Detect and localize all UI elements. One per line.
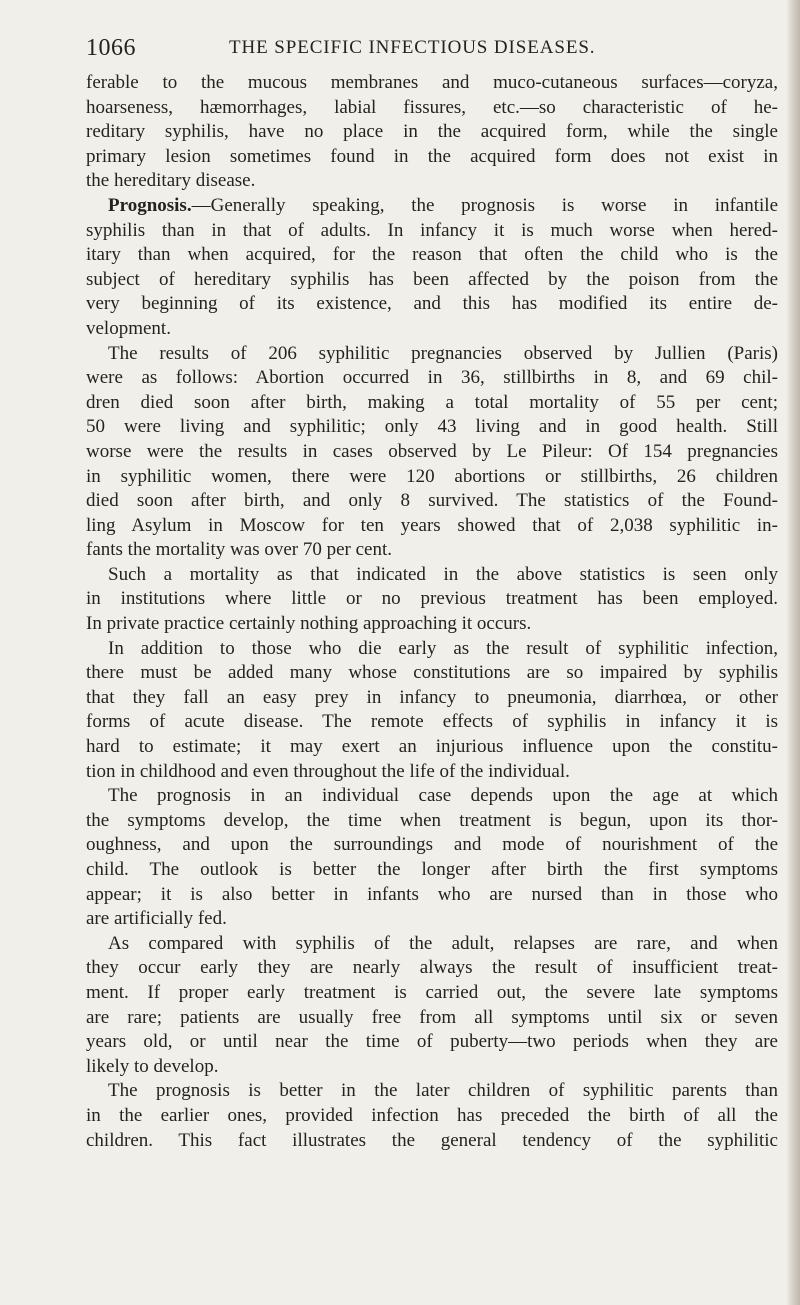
line-text: ling Asylum in Moscow for ten years showed that of 2,038 syphilitic in-	[86, 514, 778, 536]
body-text	[86, 71, 778, 1153]
line-text: child. The outlook is better the longer after birth the first symptoms	[86, 859, 778, 880]
line-text: In addition to those who die early as the result of syphilitic infection,	[108, 637, 778, 659]
text-line	[86, 489, 778, 514]
line-text: in institutions where little or no previous treatment has been employed.	[86, 588, 778, 610]
line-text: ferable to the mucous membranes and muco-cutaneous surfaces—coryza,	[86, 72, 778, 93]
text-line	[86, 883, 778, 908]
text-line	[86, 661, 778, 686]
running-title: THE SPECIFIC INFECTIOUS DISEASES.	[229, 37, 596, 58]
text-line	[86, 637, 778, 662]
line-text: subject of hereditary syphilis has been affected by the poison from the	[86, 268, 778, 290]
page-number: 1066	[86, 35, 136, 61]
line-text: tion in childhood and even throughout the life of the individual.	[86, 760, 570, 782]
line-text: As compared with syphilis of the adult, relapses are rare, and when	[108, 932, 778, 954]
text-line	[86, 366, 778, 391]
text-line	[86, 858, 778, 883]
line-text: ment. If proper early treatment is carried out, the severe late symptoms	[86, 981, 778, 1003]
line-text: itary than when acquired, for the reason that often the child who is the	[86, 244, 778, 266]
text-line	[86, 760, 778, 785]
line-text: died soon after birth, and only 8 survived. The statistics of the Found-	[86, 490, 778, 512]
text-line	[86, 1129, 778, 1154]
text-line	[86, 809, 778, 834]
line-text: are artificially fed.	[86, 908, 227, 930]
text-line	[86, 538, 778, 563]
text-line	[86, 784, 778, 809]
line-text: fants the mortality was over 70 per cent.	[86, 539, 393, 561]
text-line	[86, 415, 778, 440]
line-text: likely to develop.	[86, 1055, 219, 1077]
running-header	[86, 33, 778, 63]
line-text: reditary syphilis, have no place in the acquired form, while the single	[86, 121, 778, 143]
text-line	[86, 219, 778, 244]
text-line	[86, 391, 778, 416]
text-line	[86, 710, 778, 735]
line-text: The results of 206 syphilitic pregnancies observed by Jullien (Paris)	[108, 342, 778, 364]
line-text: they occur early they are nearly always the result of insufficient treat-	[86, 957, 778, 979]
text-line	[86, 1104, 778, 1129]
text-line	[86, 514, 778, 539]
line-text: 50 were living and syphilitic; only 43 living and in good health. Still	[86, 416, 778, 438]
text-line	[86, 956, 778, 981]
text-line	[86, 440, 778, 465]
text-line	[86, 686, 778, 711]
line-text: The prognosis in an individual case depends upon the age at which	[108, 785, 778, 807]
text-line	[86, 465, 778, 490]
text-line	[86, 96, 778, 121]
line-text: appear; it is also better in infants who are nursed than in those who	[86, 883, 778, 905]
line-text: forms of acute disease. The remote effects of syphilis in infancy it is	[86, 711, 778, 733]
text-line	[86, 612, 778, 637]
line-text: hoarseness, hæmorrhages, labial fissures, etc.—so characteristic of he-	[86, 96, 778, 118]
text-line	[86, 268, 778, 293]
text-line	[86, 907, 778, 932]
line-text: that they fall an easy prey in infancy to pneumonia, diarrhœa, or other	[86, 686, 778, 708]
text-line	[86, 71, 778, 96]
line-text: primary lesion sometimes found in the acquired form does not exist in	[86, 145, 778, 167]
section-heading: Prognosis.	[108, 194, 192, 216]
text-line	[86, 243, 778, 268]
text-line	[86, 120, 778, 145]
line-text: were as follows: Abortion occurred in 36, stillbirths in 8, and 69 chil-	[86, 367, 778, 389]
line-text: velopment.	[86, 317, 171, 339]
text-line	[86, 563, 778, 588]
line-text: children. This fact illustrates the general tendency of the syphilitic	[86, 1129, 778, 1151]
text-line	[86, 194, 778, 219]
line-text: are rare; patients are usually free from all symptoms until six or seven	[86, 1006, 778, 1028]
text-line	[86, 1006, 778, 1031]
text-line	[86, 292, 778, 317]
line-text: syphilis than in that of adults. In infancy it is much worse when hered-	[86, 219, 778, 241]
text-line	[86, 932, 778, 957]
line-text: worse were the results in cases observed by Le Pileur: Of 154 pregnancies	[86, 440, 778, 462]
line-text: Such a mortality as that indicated in the above statistics is seen only	[108, 563, 778, 585]
line-text: —Generally speaking, the prognosis is worse in infantile	[191, 194, 778, 216]
text-line	[86, 981, 778, 1006]
text-line	[86, 1079, 778, 1104]
text-line	[86, 169, 778, 194]
text-line	[86, 735, 778, 760]
line-text: in syphilitic women, there were 120 abortions or stillbirths, 26 children	[86, 465, 778, 487]
line-text: in the earlier ones, provided infection has preceded the birth of all the	[86, 1104, 778, 1126]
text-line	[86, 145, 778, 170]
line-text: the hereditary disease.	[86, 170, 256, 192]
line-text: the symptoms develop, the time when treatment is begun, upon its thor-	[86, 809, 778, 831]
line-text: there must be added many whose constitutions are so impaired by syphilis	[86, 662, 778, 684]
text-line	[86, 1055, 778, 1080]
text-line	[86, 587, 778, 612]
text-line	[86, 1030, 778, 1055]
text-line	[86, 342, 778, 367]
line-text: dren died soon after birth, making a total mortality of 55 per cent;	[86, 391, 778, 413]
text-line	[86, 833, 778, 858]
page-edge-shadow	[786, 0, 800, 1305]
text-line	[86, 317, 778, 342]
line-text: years old, or until near the time of puberty—two periods when they are	[86, 1031, 778, 1053]
line-text: In private practice certainly nothing approaching it occurs.	[86, 613, 532, 635]
line-text: oughness, and upon the surroundings and mode of nourishment of the	[86, 834, 778, 856]
line-text: hard to estimate; it may exert an injurious influence upon the constitu-	[86, 736, 778, 758]
line-text: very beginning of its existence, and this has modified its entire de-	[86, 293, 778, 315]
line-text: The prognosis is better in the later children of syphilitic parents than	[108, 1080, 778, 1102]
